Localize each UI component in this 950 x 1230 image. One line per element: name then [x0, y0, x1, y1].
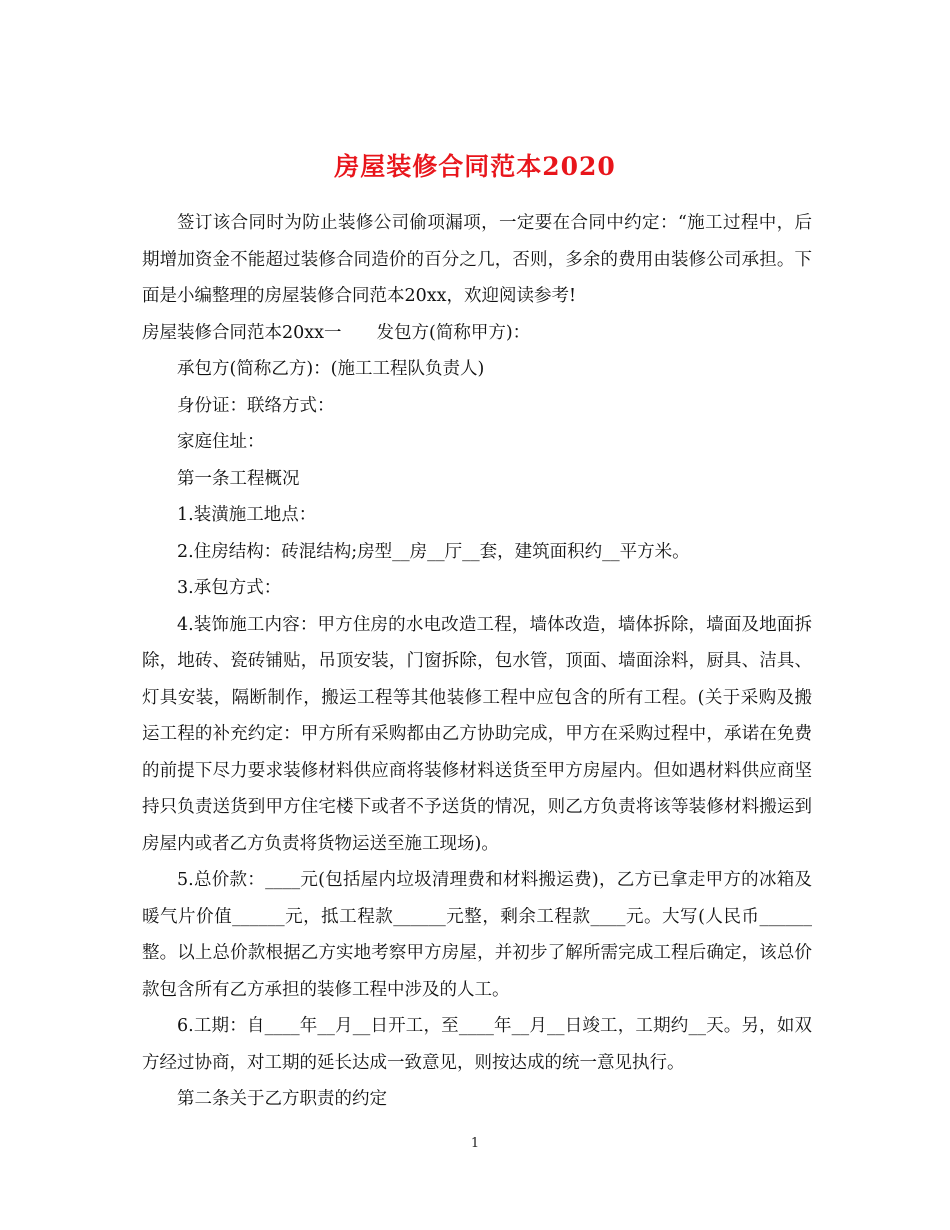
- contract-heading-line: 房屋装修合同范本20xx一 发包方(简称甲方)：: [142, 322, 531, 343]
- document-body: [142, 205, 812, 1118]
- clause-6: 6.工期：自____年__月__日开工，至____年__月__日竣工，工期约__天。另，如双方经过协商，对工期的延长达成一致意见，则按达成的统一意见执行。: [142, 1016, 812, 1073]
- article-two-heading: 第二条关于乙方职责的约定: [177, 1089, 387, 1109]
- page-number: 1: [470, 1136, 480, 1151]
- clause-1: 1.装潢施工地点：: [177, 505, 317, 525]
- clause-4: 4.装饰施工内容：甲方住房的水电改造工程，墙体改造，墙体拆除，墙面及地面拆除，地砖、瓷砖铺贴，吊顶安装，门窗拆除，包水管，顶面、墙面涂料，厨具、洁具、灯具安装，隔断制作，搬运工程等其他装修工程中应包含的所有工程。(关于采购及搬运工程的补充约定：甲方所有采购都由乙方协助完成，甲方在采购过程中，承诺在免费的前提下尽力要求装修材料供应商将装修材料送货至甲方房屋内。但如遇材料供应商坚持只负责送货到甲方住宅楼下或者不予送货的情况，则乙方负责将该等装修材料搬运到房屋内或者乙方负责将货物运送至施工现场)。: [142, 614, 812, 854]
- article-one-heading: 第一条工程概况: [177, 468, 300, 489]
- contractor-line: 承包方(简称乙方)：(施工工程队负责人): [177, 359, 485, 379]
- clause-2: 2.住房结构：砖混结构;房型__房__厅__套，建筑面积约__平方米。: [177, 541, 690, 562]
- document-title: 房屋装修合同范本2020: [334, 151, 616, 181]
- clause-5: 5.总价款：____元(包括屋内垃圾清理费和材料搬运费)，乙方已拿走甲方的冰箱及暖气片价值______元，抵工程款______元整，剩余工程款____元。大写(人民币______整。以上总价款根据乙方实地考察甲方房屋，并初步了解所需完成工程后确定，该总价款包含所有乙方承担的装修工程中涉及的人工。: [142, 870, 812, 1000]
- clause-3: 3.承包方式：: [177, 578, 282, 598]
- id-contact-line: 身份证：联络方式：: [177, 395, 335, 416]
- intro-paragraph: 签订该合同时为防止装修公司偷项漏项，一定要在合同中约定：“施工过程中，后期增加资金不能超过装修合同造价的百分之几，否则，多余的费用由装修公司承担。下面是小编整理的房屋装修合同范本20xx，欢迎阅读参考!: [142, 213, 812, 306]
- home-address-line: 家庭住址：: [177, 432, 265, 452]
